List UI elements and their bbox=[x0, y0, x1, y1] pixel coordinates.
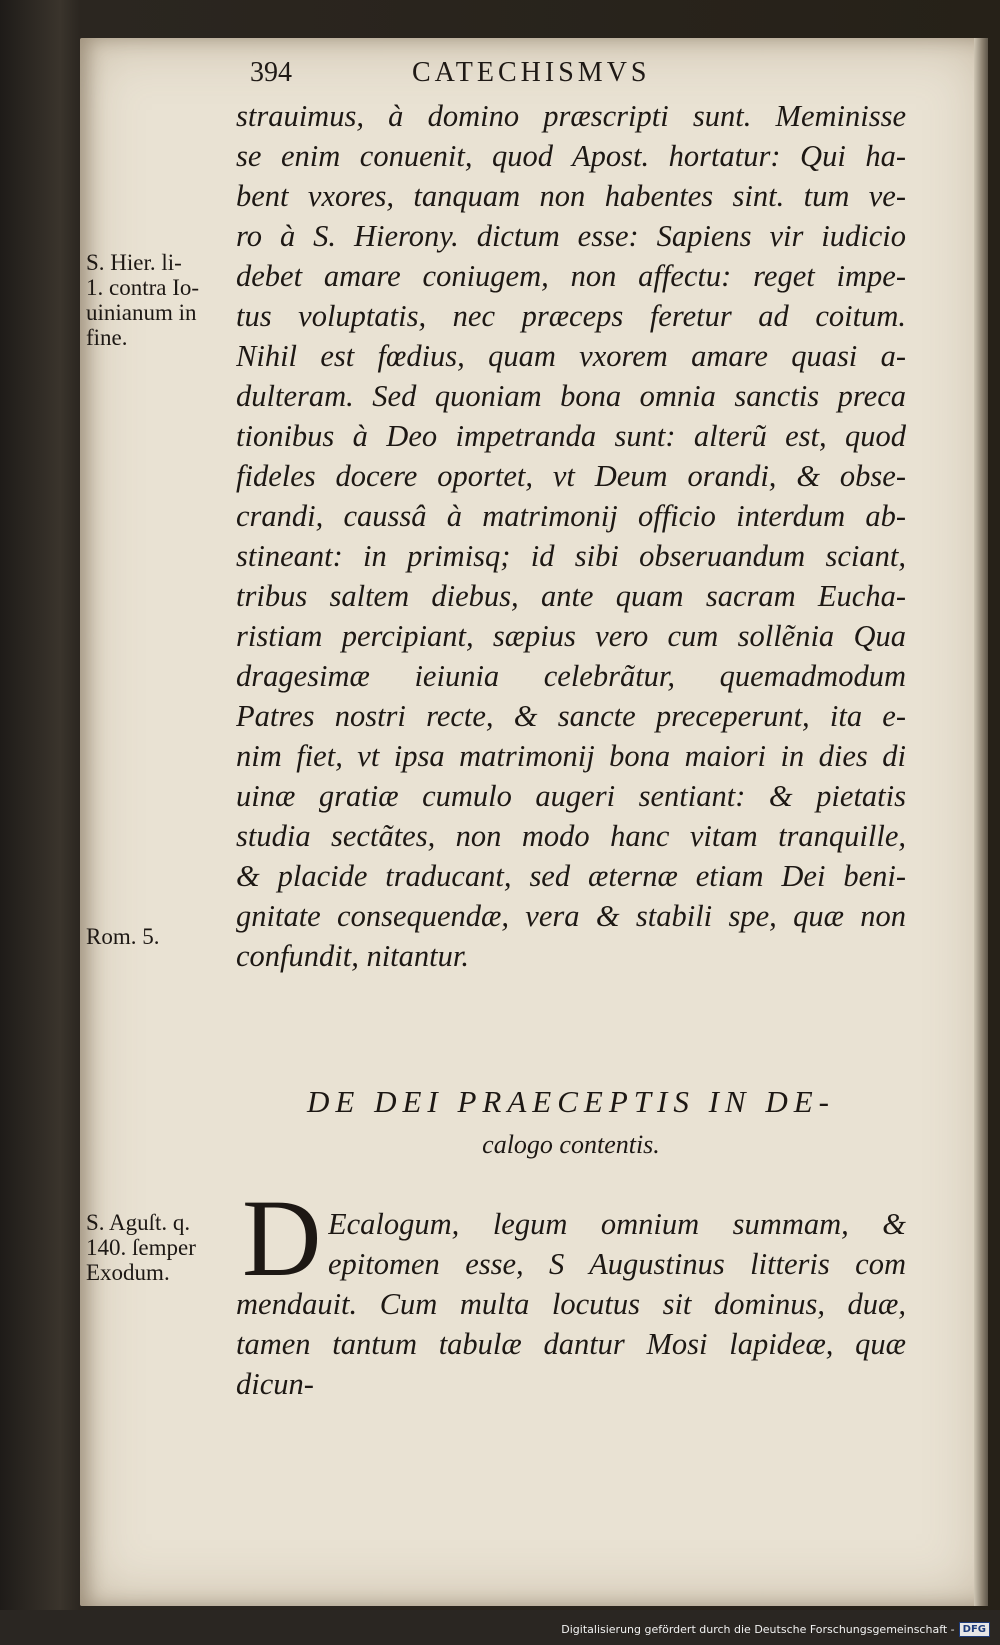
text-line: debet amare coniugem, non affectu: reget impe- bbox=[236, 259, 906, 293]
margin-note-augustinus bbox=[86, 1210, 236, 1285]
page-header bbox=[250, 54, 790, 92]
text-line: bent vxores, tanquam non habentes sint. tum ve- bbox=[236, 179, 906, 213]
section-heading-line-2: calogo contentis. bbox=[482, 1130, 660, 1159]
margin-note-line: S. Aguſt. q. bbox=[86, 1210, 191, 1235]
text-line: Patres nostri recte, & sancte preceperunt, ita e- bbox=[236, 699, 906, 733]
margin-note-line: Exodum. bbox=[86, 1260, 170, 1285]
running-title: CATECHISMVS bbox=[412, 57, 651, 88]
margin-note-line: 1. contra Io- bbox=[86, 275, 200, 300]
margin-note-romans bbox=[86, 924, 236, 949]
margin-note-line: fine. bbox=[86, 325, 128, 350]
text-line: tamen tantum tabulæ dantur Mosi lapideæ, quæ bbox=[236, 1327, 906, 1361]
text-line: tus voluptatis, nec præceps feretur ad coitum. bbox=[236, 299, 906, 333]
text-line: confundit, nitantur. bbox=[236, 939, 469, 973]
page-spine-edge bbox=[974, 38, 988, 1606]
dfg-logo: DFG bbox=[959, 1622, 990, 1637]
catchword: dicun- bbox=[236, 1367, 314, 1401]
section-heading bbox=[236, 1084, 906, 1160]
margin-note-hieronymus bbox=[86, 250, 236, 350]
text-line: mendauit. Cum multa locutus sit dominus, duæ, bbox=[236, 1287, 906, 1321]
page-number: 394 bbox=[250, 57, 292, 88]
drop-cap-initial: D bbox=[242, 1177, 322, 1299]
margin-note-line: Rom. 5. bbox=[86, 924, 160, 949]
text-line: dragesimæ ieiunia celebrãtur, quemadmodum bbox=[236, 659, 906, 693]
text-line: se enim conuenit, quod Apost. hortatur: Qui ha- bbox=[236, 139, 906, 173]
text-line: studia sectãtes, non modo hanc vitam tranquille, bbox=[236, 819, 906, 853]
funding-credit: Digitalisierung gefördert durch die Deutsche Forschungsgemeinschaft - bbox=[561, 1623, 955, 1636]
text-line: crandi, caussâ à matrimonij officio interdum ab- bbox=[236, 499, 906, 533]
text-line: gnitate consequendæ, vera & stabili spe, quæ non bbox=[236, 899, 906, 933]
body-text-block bbox=[236, 96, 906, 976]
text-line: fideles docere oportet, vt Deum orandi, & obse- bbox=[236, 459, 906, 493]
text-line: epitomen esse, S Augustinus litteris com bbox=[328, 1247, 906, 1281]
text-line: ro à S. Hierony. dictum esse: Sapiens vir iudicio bbox=[236, 219, 906, 253]
text-line: ristiam percipiant, sæpius vero cum sollẽnia Qua bbox=[236, 619, 906, 653]
text-line: uinæ gratiæ cumulo augeri sentiant: & pietatis bbox=[236, 779, 906, 813]
margin-note-line: uinianum in bbox=[86, 300, 197, 325]
digitization-footer bbox=[561, 1622, 990, 1637]
body-text-block-continued bbox=[236, 1284, 906, 1404]
text-line: strauimus, à domino præscripti sunt. Meminisse bbox=[236, 99, 906, 133]
text-line: Ecalogum, legum omnium summam, & bbox=[328, 1207, 906, 1241]
text-line: stineant: in primisq; id sibi obseruandum sciant, bbox=[236, 539, 906, 573]
text-line: dulteram. Sed quoniam bona omnia sanctis preca bbox=[236, 379, 906, 413]
margin-note-line: S. Hier. li- bbox=[86, 250, 182, 275]
margin-note-line: 140. ſemper bbox=[86, 1235, 196, 1260]
text-line: Nihil est fœdius, quam vxorem amare quasi a- bbox=[236, 339, 906, 373]
text-line: tribus saltem diebus, ante quam sacram Eucha- bbox=[236, 579, 906, 613]
body-text-block-indented bbox=[328, 1204, 906, 1284]
text-line: nim fiet, vt ipsa matrimonij bona maiori in dies di bbox=[236, 739, 906, 773]
text-line: tionibus à Deo impetranda sunt: alterũ est, quod bbox=[236, 419, 906, 453]
section-heading-line-1: DE DEI PRAECEPTIS IN DE- bbox=[307, 1084, 835, 1119]
text-line: & placide traducant, sed æternæ etiam Dei beni- bbox=[236, 859, 906, 893]
